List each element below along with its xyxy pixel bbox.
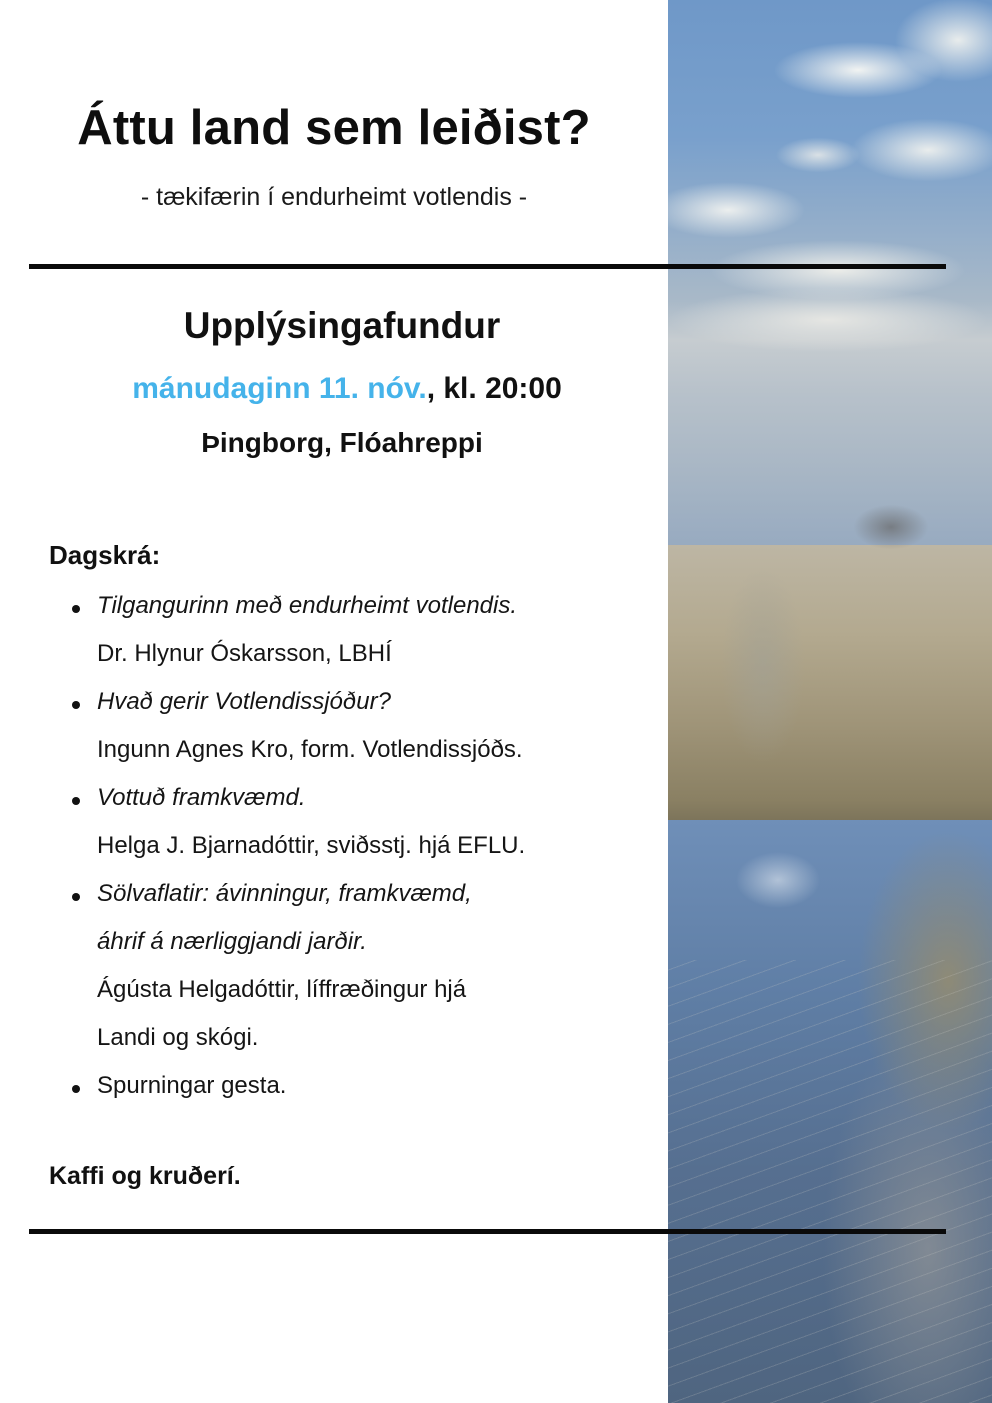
agenda-topic-continued: áhrif á nærliggjandi jarðir. <box>97 928 367 955</box>
bullet-icon <box>72 797 80 805</box>
agenda-topic: Hvað gerir Votlendissjóður? <box>97 688 391 715</box>
poster-subtitle: - tækifærin í endurheimt votlendis - <box>140 183 528 211</box>
bullet-icon <box>72 1085 80 1093</box>
wetland-photo <box>668 0 992 1403</box>
agenda-speaker: Dr. Hlynur Óskarsson, LBHÍ <box>97 640 392 667</box>
meeting-title: Upplýsingafundur <box>183 305 501 346</box>
agenda-topic: Vottuð framkvæmd. <box>97 784 306 811</box>
agenda-speaker: Helga J. Bjarnadóttir, sviðsstj. hjá EFLU. <box>97 832 526 859</box>
meeting-datetime <box>0 372 694 406</box>
agenda-item <box>68 586 658 682</box>
meeting-location: Þingborg, Flóahreppi <box>201 427 483 458</box>
agenda-plain: Spurningar gesta. <box>97 1072 287 1099</box>
agenda-topic: Sölvaflatir: ávinningur, framkvæmd, <box>97 880 472 907</box>
poster-title: Áttu land sem leiðist? <box>77 101 591 155</box>
bare-shrub <box>836 492 946 552</box>
agenda-speaker-continued: Landi og skógi. <box>97 1024 259 1051</box>
bullet-icon <box>72 605 80 613</box>
agenda-item <box>68 682 658 778</box>
agenda-list <box>68 586 658 1114</box>
divider-top <box>29 264 946 269</box>
bullet-icon <box>72 701 80 709</box>
agenda-speaker: Ingunn Agnes Kro, form. Votlendissjóðs. <box>97 736 523 763</box>
agenda-topic: Tilgangurinn með endurheimt votlendis. <box>97 592 518 619</box>
meeting-time: , kl. 20:00 <box>426 372 562 405</box>
closing-note: Kaffi og kruðerí. <box>49 1162 241 1190</box>
bullet-icon <box>72 893 80 901</box>
agenda-item <box>68 1066 658 1114</box>
sky-region <box>668 0 992 548</box>
agenda-heading: Dagskrá: <box>49 540 161 570</box>
reeds-texture <box>668 960 992 1403</box>
divider-bottom <box>29 1229 946 1234</box>
agenda-item <box>68 874 658 1066</box>
meeting-date: mánudaginn 11. nóv. <box>132 372 427 405</box>
agenda-speaker: Ágústa Helgadóttir, líffræðingur hjá <box>97 976 467 1003</box>
grass-field-region <box>668 545 992 845</box>
agenda-item <box>68 778 658 874</box>
